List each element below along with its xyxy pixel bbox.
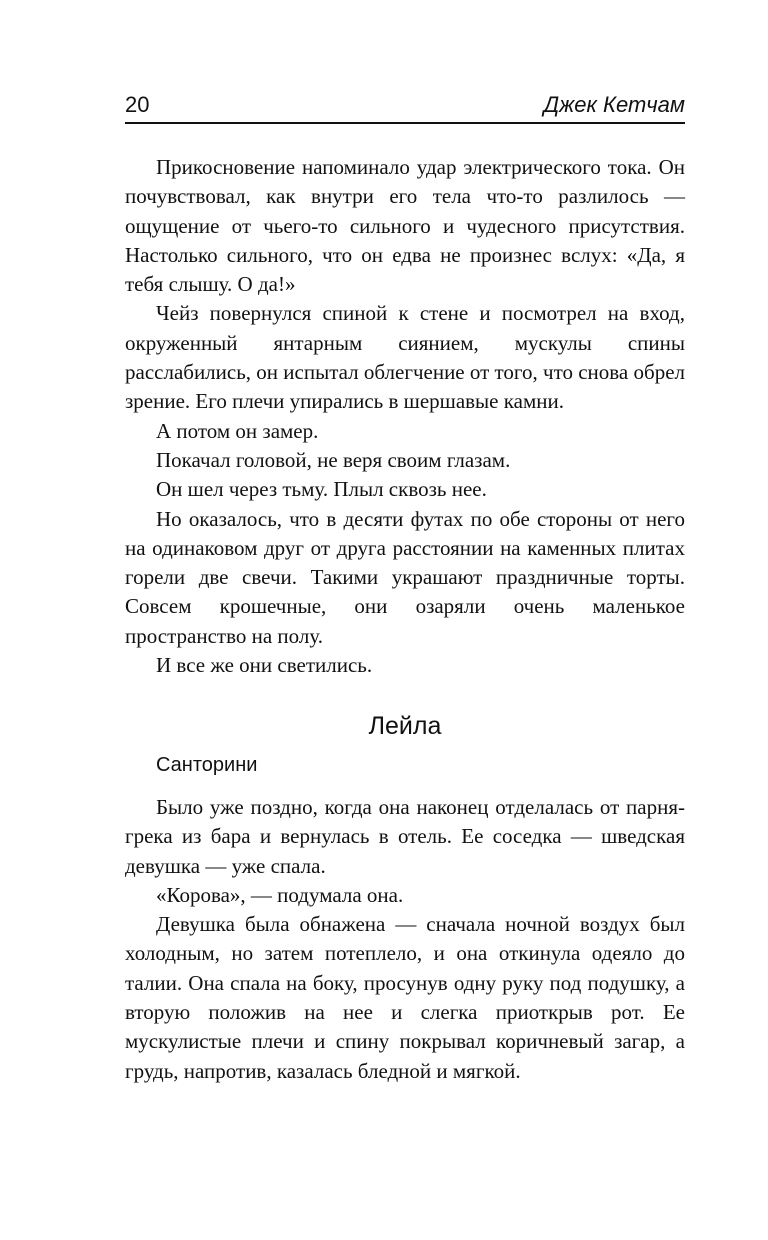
- paragraph: Прикосновение напоминало удар электрического тока. Он почувствовал, как внутри его тела что-то разлилось — ощущение от чьего-то сильного и чудесного присутствия. Настолько сильного, что он едва не произнес вслух: «Да, я тебя слышу. О да!»: [125, 155, 685, 297]
- paragraph: И все же они светились.: [156, 653, 373, 678]
- paragraph: Было уже поздно, когда она наконец отделалась от парня-грека из бара и вернулась в отель. Ее соседка — шведская девушка — уже спала.: [125, 795, 685, 878]
- chapter-place: Санторини: [156, 754, 258, 776]
- paragraph: Он шел через тьму. Плыл сквозь нее.: [156, 477, 487, 502]
- paragraph: Девушка была обнажена — сначала ночной воздух был холодным, но затем потеплело, и она откинула одеяло до талии. Она спала на боку, просунув одну руку под подушку, а вторую положив на нее и слегка приоткрыв рот. Ее мускулистые плечи и спину покрывал коричневый загар, а грудь, напротив, казалась бледной и мягкой.: [125, 912, 685, 1083]
- page-number: 20: [125, 92, 150, 117]
- paragraph: Покачал головой, не веря своим глазам.: [156, 447, 511, 472]
- paragraph: А потом он замер.: [156, 418, 319, 443]
- paragraph: Но оказалось, что в десяти футах по обе стороны от него на одинаковом друг от друга расстоянии на каменных плитах горели две свечи. Такими украшают праздничные торты. Совсем крошечные, они озаряли очень маленькое пространство на полу.: [125, 506, 685, 648]
- running-head-author: Джек Кетчам: [543, 92, 685, 117]
- chapter-title: Лейла: [368, 712, 442, 740]
- page-header: [125, 90, 685, 124]
- section-leila-text: [125, 793, 685, 1086]
- paragraph: «Корова», — подумала она.: [156, 882, 404, 907]
- paragraph: Чейз повернулся спиной к стене и посмотрел на вход, окруженный янтарным сиянием, мускулы спины расслабились, он испытал облегчение от того, что снова обрел зрение. Его плечи упирались в шершавые камни.: [125, 301, 685, 414]
- section-chase-text: [125, 153, 685, 680]
